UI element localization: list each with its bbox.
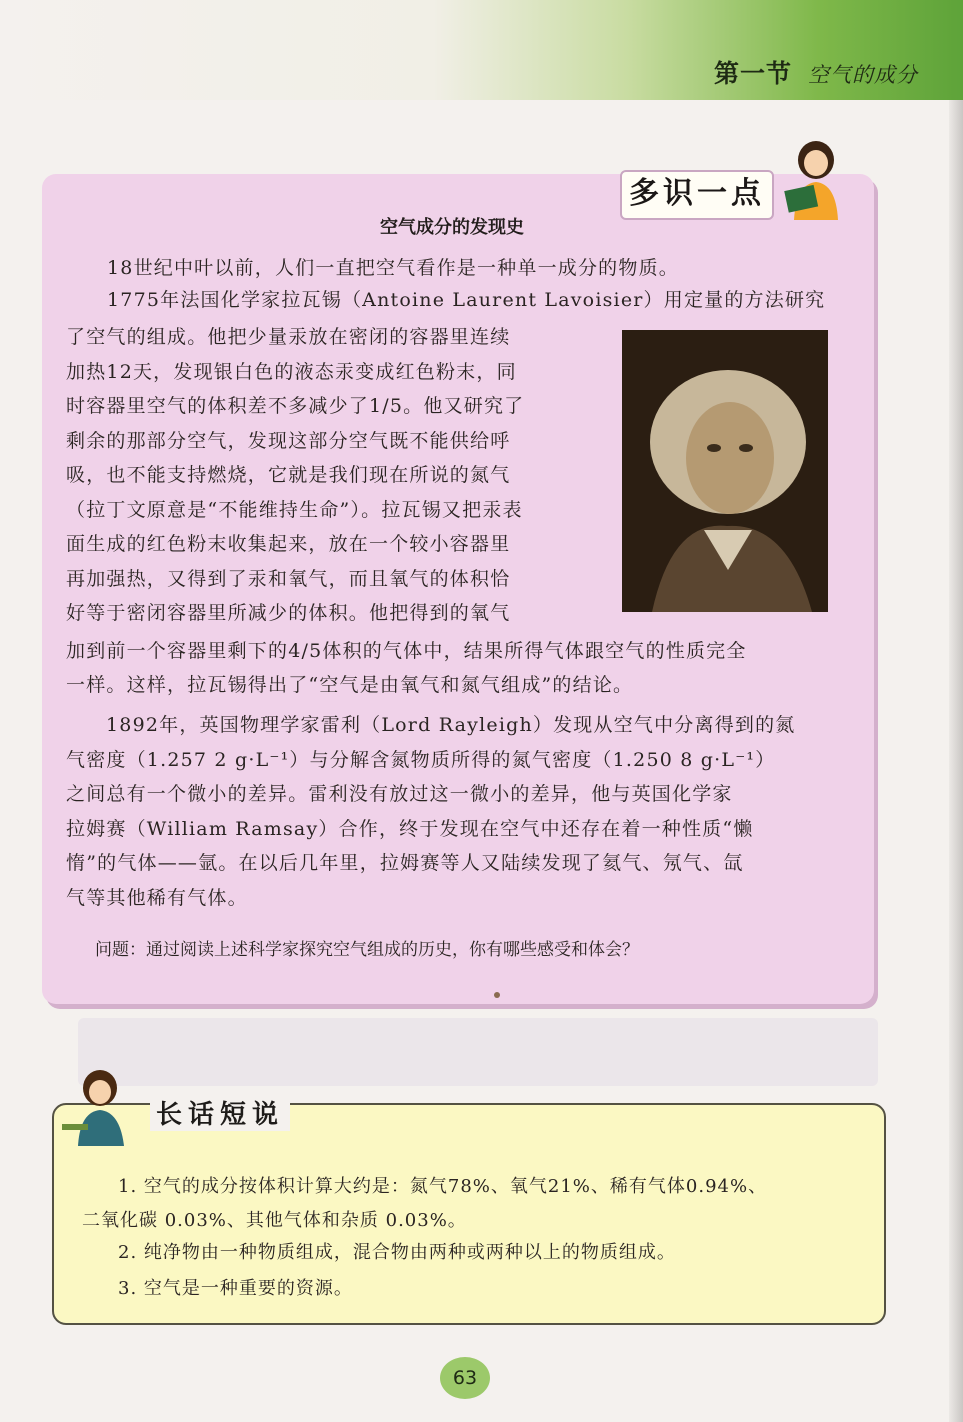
knowledge-badge: 多识一点 [620, 170, 774, 220]
reading-girl-illustration [780, 138, 852, 220]
question-text: 问题：通过阅读上述科学家探究空气组成的历史，你有哪些感受和体会？ [95, 940, 639, 960]
summary-item-2: 2. 纯净物由一种物质组成，混合物由两种或两种以上的物质组成。 [118, 1242, 676, 1263]
page-number: 63 [440, 1357, 490, 1399]
paragraph-4: 加到前一个容器里剩下的4/5体积的气体中，结果所得气体跟空气的性质完全 一样。这样，拉瓦锡得出了“空气是由氧气和氮气组成”的结论。 [66, 640, 747, 696]
section-topic: 空气的成分 [808, 63, 918, 87]
lavoisier-portrait [622, 330, 828, 612]
paragraph-1: 18世纪中叶以前，人们一直把空气看作是一种单一成分的物质。 [107, 257, 679, 279]
page-edge [949, 100, 963, 1422]
section-label: 第一节 [713, 59, 792, 88]
paragraph-2: 1775年法国化学家拉瓦锡（Antoine Laurent Lavoisier）用定量的方法研究 [107, 289, 826, 311]
summary-item-1-cont: 二氧化碳 0.03%、其他气体和杂质 0.03%。 [82, 1210, 467, 1231]
student-illustration [58, 1062, 146, 1146]
paragraph-5: 1892年，英国物理学家雷利（Lord Rayleigh）发现从空气中分离得到的氮 气密度（1.257 2 g·L⁻¹）与分解含氮物质所得的氮气密度（1.250 8 g·L⁻¹） 之间总有一个微小的差异。雷利没有放过这一微小的差异，他与英国化学家 拉姆赛（William Ramsay）合作，终于发现在空气中还存在着一种性质“懒 惰”的气体——氩。在以后几年里，拉姆赛等人又陆续发现了氦气、氖气、氙 气等其他稀有气体。 [66, 714, 796, 909]
faint-background-band [78, 1018, 878, 1086]
summary-item-3: 3. 空气是一种重要的资源。 [118, 1278, 353, 1299]
summary-item-1: 1. 空气的成分按体积计算大约是：氮气78%、氧气21%、稀有气体0.94%、 [118, 1176, 768, 1197]
knowledge-title: 空气成分的发现史 [380, 217, 524, 238]
summary-title: 长话短说 [150, 1094, 290, 1131]
decorative-dot [494, 992, 500, 998]
section-header [714, 54, 918, 90]
paragraph-3: 了空气的组成。他把少量汞放在密闭的容器里连续 加热12天，发现银白色的液态汞变成红色粉末，同 时容器里空气的体积差不多减少了1/5。他又研究了 剩余的那部分空气，发现这部分空气既不能供给呼 吸，也不能支持燃烧，它就是我们现在所说的氮气 （拉丁文原意是“不能维持生命”）。拉瓦锡又把汞表 面生成的红色粉末收集起来，放在一个较小容器里 再加强热，又得到了汞和氧气，而且氧气的体积恰 好等于密闭容器里所减少的体积。他把得到的氧气 [66, 326, 525, 624]
